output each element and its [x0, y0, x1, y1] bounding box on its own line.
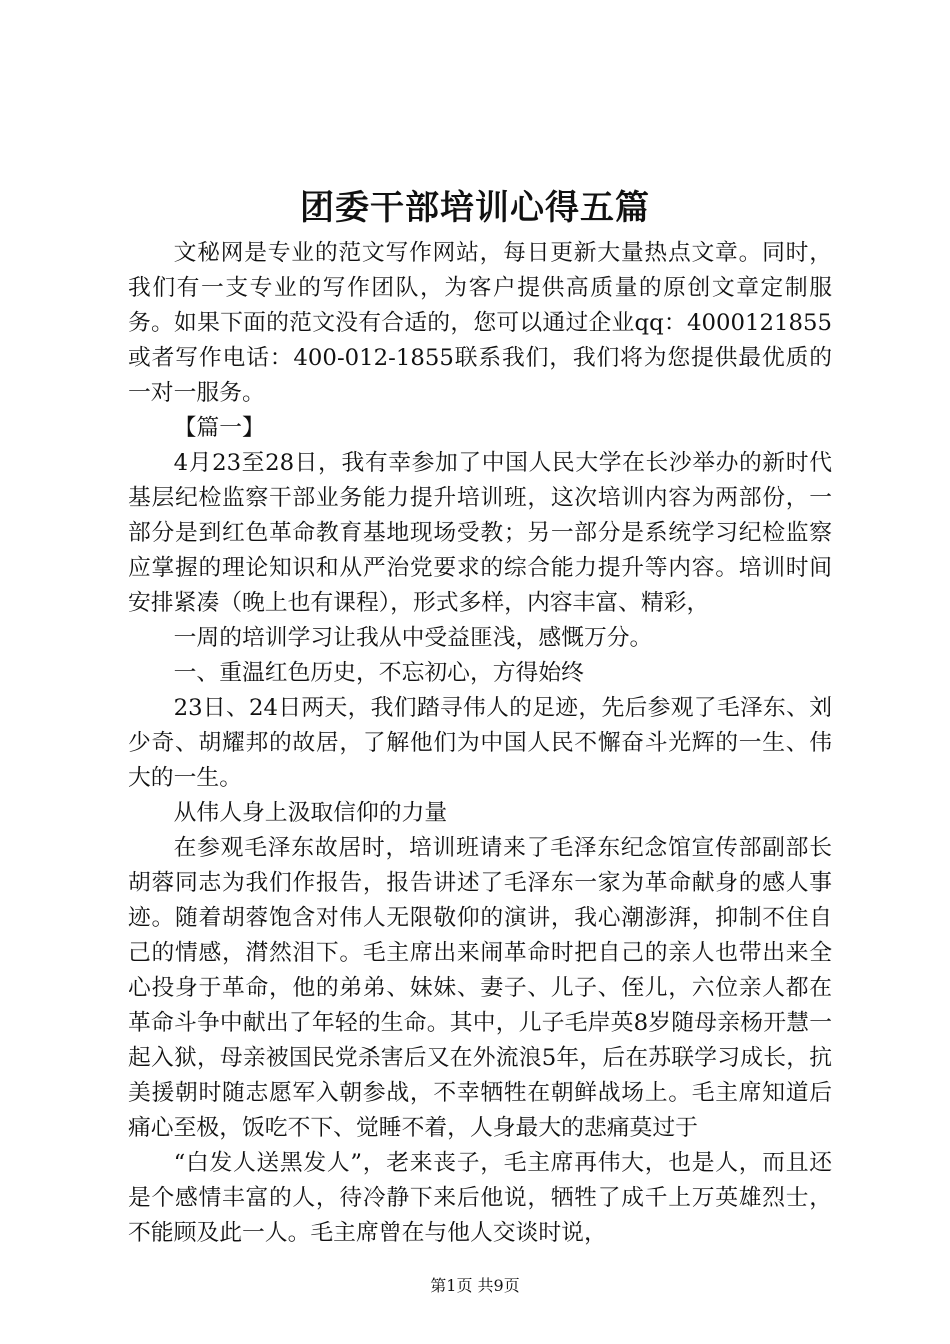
- body-paragraph: 一周的培训学习让我从中受益匪浅，感慨万分。: [173, 625, 653, 651]
- intro-paragraph: 文秘网是专业的范文写作网站，每日更新大量热点文章。同时，我们有一支专业的写作团队，为客户提供高质量的原创文章定制服务。如果下面的范文没有合适的，您可以通过企业qq：4000121855或者写作电话：400-012-1855联系我们，我们将为您提供最优质的一对一服务。: [128, 240, 832, 406]
- page-number-footer: 第1页 共9页: [430, 1276, 520, 1295]
- body-paragraph: 4月23至28日，我有幸参加了中国人民大学在长沙举办的新时代基层纪检监察干部业务能力提升培训班，这次培训内容为两部份，一部分是到红色革命教育基地现场受教；另一部分是系统学习纪检监察应掌握的理论知识和从严治党要求的综合能力提升等内容。培训时间安排紧凑（晚上也有课程），形式多样，内容丰富、精彩，: [128, 450, 832, 616]
- subsection-heading: 从伟人身上汲取信仰的力量: [173, 800, 448, 826]
- section-heading: 【篇一】: [173, 415, 265, 441]
- document-body: [128, 236, 832, 1251]
- body-paragraph: 在参观毛泽东故居时，培训班请来了毛泽东纪念馆宣传部副部长胡蓉同志为我们作报告，报告讲述了毛泽东一家为革命献身的感人事迹。随着胡蓉饱含对伟人无限敬仰的演讲，我心潮澎湃，抑制不住自己的情感，潸然泪下。毛主席出来闹革命时把自己的亲人也带出来全心投身于革命，他的弟弟、妹妹、妻子、儿子、侄儿，六位亲人都在革命斗争中献出了年轻的生命。其中，儿子毛岸英8岁随母亲杨开慧一起入狱，母亲被国民党杀害后又在外流浪5年，后在苏联学习成长，抗美援朝时随志愿军入朝参战，不幸牺牲在朝鲜战场上。毛主席知道后痛心至极，饭吃不下、觉睡不着，人身最大的悲痛莫过于: [128, 835, 832, 1141]
- subsection-heading: 一、重温红色历史，不忘初心，方得始终: [173, 660, 584, 686]
- body-paragraph: “白发人送黑发人”，老来丧子，毛主席再伟大，也是人，而且还是个感情丰富的人，待冷静下来后他说，牺牲了成千上万英雄烈士，不能顾及此一人。毛主席曾在与他人交谈时说，: [128, 1150, 832, 1246]
- body-paragraph: 23日、24日两天，我们踏寻伟人的足迹，先后参观了毛泽东、刘少奇、胡耀邦的故居，了解他们为中国人民不懈奋斗光辉的一生、伟大的一生。: [128, 695, 832, 791]
- document-title: 团委干部培训心得五篇: [300, 188, 650, 228]
